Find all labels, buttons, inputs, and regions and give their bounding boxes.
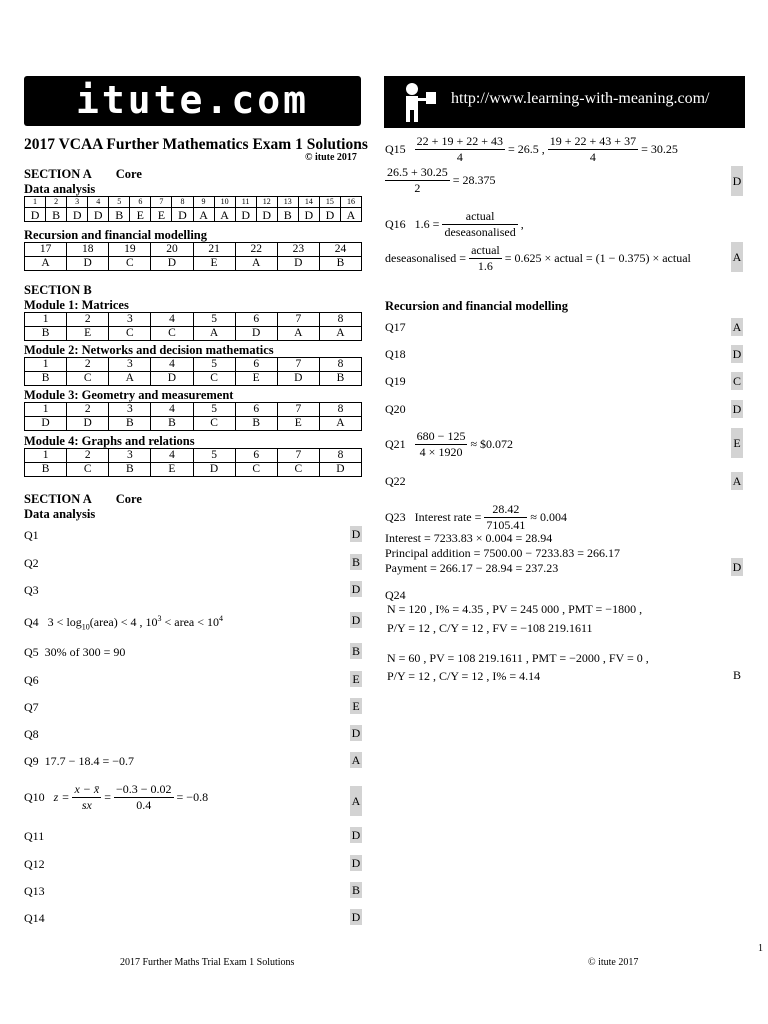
- q4-text-3: < area < 10: [161, 615, 220, 629]
- cell: 8: [319, 313, 361, 327]
- solutions-rfm-heading: Recursion and financial modelling: [385, 299, 569, 313]
- numerator: 22 + 19 + 22 + 43: [416, 134, 503, 148]
- q16-fraction-2: [469, 243, 502, 274]
- q7-answer: E: [350, 698, 362, 714]
- cell: D: [25, 417, 67, 431]
- cell: 17: [25, 243, 67, 257]
- q4-exp-2: 4: [219, 614, 224, 623]
- cell: 6: [235, 449, 277, 463]
- denominator: sx: [81, 798, 92, 812]
- cell: E: [193, 257, 235, 271]
- cell: E: [277, 417, 319, 431]
- cell: E: [235, 372, 277, 386]
- q4-text-2: (area) < 4 , 10: [89, 615, 158, 629]
- q15-label: Q15: [385, 142, 406, 156]
- denominator: 0.4: [136, 798, 152, 812]
- cell: 3: [109, 313, 151, 327]
- cell: B: [109, 463, 151, 477]
- cell: 12: [256, 197, 277, 208]
- q23-label: Q23: [385, 510, 406, 524]
- q8-answer: D: [351, 726, 361, 740]
- cell: D: [25, 208, 46, 222]
- denominator: 4 × 1920: [419, 445, 463, 459]
- rfm-answer-table: [24, 242, 362, 271]
- cell: B: [277, 208, 298, 222]
- cell: 3: [109, 403, 151, 417]
- q4-answer: D: [351, 613, 361, 627]
- cell: 11: [235, 197, 256, 208]
- cell: 8: [319, 358, 361, 372]
- module-3-answer-table: [24, 402, 362, 431]
- cell: D: [277, 372, 319, 386]
- cell: D: [235, 327, 277, 341]
- cell: 3: [109, 358, 151, 372]
- q6-label: Q6: [24, 673, 39, 687]
- q15-solution: [385, 134, 678, 165]
- cell: E: [67, 327, 109, 341]
- cell: A: [340, 208, 361, 222]
- page-number: 1: [758, 943, 763, 954]
- q15-fraction-2: [548, 134, 638, 165]
- cell: B: [319, 372, 361, 386]
- cell: A: [277, 327, 319, 341]
- module-1-answer-table: [24, 312, 362, 341]
- q23-line-3: Payment = 266.17 − 28.94 = 237.23: [385, 561, 559, 575]
- cell: 6: [235, 403, 277, 417]
- cell: 2: [67, 449, 109, 463]
- cell: E: [130, 208, 151, 222]
- denominator: 4: [456, 150, 463, 164]
- cell: A: [235, 257, 277, 271]
- cell: 2: [67, 313, 109, 327]
- q15-result-1: = 26.5 ,: [507, 142, 545, 156]
- module-3-heading: Module 3: Geometry and measurement: [24, 388, 234, 402]
- cell: 1: [25, 403, 67, 417]
- logo-text: itute.com: [76, 78, 309, 122]
- cell: B: [25, 372, 67, 386]
- q3-label: Q3: [24, 583, 39, 597]
- q2-answer: B: [351, 555, 360, 569]
- q16-solution: [385, 209, 524, 240]
- cell: 14: [298, 197, 319, 208]
- cell: 5: [193, 358, 235, 372]
- q19-label: Q19: [385, 374, 406, 388]
- q8-label: Q8: [24, 727, 39, 741]
- cell: D: [172, 208, 193, 222]
- q21-label: Q21: [385, 437, 406, 451]
- cell: 1: [25, 358, 67, 372]
- cell: 7: [277, 403, 319, 417]
- q13-label: Q13: [24, 884, 45, 898]
- q5-label: Q5: [24, 645, 39, 659]
- table-row-numbers: [25, 449, 362, 463]
- q21-fraction: [415, 429, 468, 460]
- cell: 4: [151, 358, 193, 372]
- cell: B: [319, 257, 361, 271]
- cell: D: [277, 257, 319, 271]
- cell: 7: [277, 313, 319, 327]
- q21-solution: [385, 429, 513, 460]
- cell: 5: [109, 197, 130, 208]
- cell: D: [151, 257, 193, 271]
- numerator: 680 − 125: [416, 429, 466, 443]
- cell: D: [67, 208, 88, 222]
- website-url[interactable]: http://www.learning-with-meaning.com/: [451, 90, 710, 107]
- cell: 3: [67, 197, 88, 208]
- cell: E: [151, 463, 193, 477]
- denominator: 2: [414, 181, 421, 195]
- table-row-numbers: [25, 313, 362, 327]
- q14-label: Q14: [24, 911, 45, 925]
- cell: 4: [151, 313, 193, 327]
- cell: 8: [319, 403, 361, 417]
- page-title: 2017 VCAA Further Mathematics Exam 1 Solutions: [24, 136, 368, 153]
- q24-answer: B: [732, 668, 741, 682]
- section-a-heading: SECTION A Core: [24, 167, 142, 181]
- cell: 19: [109, 243, 151, 257]
- q10-answer: A: [350, 786, 362, 816]
- cell: B: [46, 208, 67, 222]
- numerator: actual: [471, 243, 500, 257]
- cell: 15: [319, 197, 340, 208]
- q11-label: Q11: [24, 829, 45, 843]
- cell: 2: [67, 358, 109, 372]
- data-analysis-answer-table: [24, 196, 362, 222]
- q16-comma: ,: [520, 217, 524, 231]
- module-4-answer-table: [24, 448, 362, 477]
- q16-result: = 0.625 × actual = (1 − 0.375) × actual: [504, 251, 691, 265]
- q23-result: ≈ 0.004: [530, 510, 567, 524]
- q4-label: Q4: [24, 615, 39, 629]
- rfm-heading: Recursion and financial modelling: [24, 228, 208, 242]
- module-2-answer-table: [24, 357, 362, 386]
- cell: C: [235, 463, 277, 477]
- q12-answer: D: [351, 856, 361, 870]
- q3-answer: D: [351, 582, 361, 596]
- cell: 18: [67, 243, 109, 257]
- q10-z: z =: [53, 790, 70, 804]
- cell: 9: [193, 197, 214, 208]
- cell: A: [193, 327, 235, 341]
- q13-answer: B: [351, 883, 360, 897]
- cell: D: [235, 208, 256, 222]
- cell: 6: [130, 197, 151, 208]
- numerator: 19 + 22 + 43 + 37: [549, 134, 637, 148]
- cell: D: [67, 257, 109, 271]
- q11-answer: D: [351, 828, 361, 842]
- cell: 23: [277, 243, 319, 257]
- cell: A: [109, 372, 151, 386]
- q14-answer: D: [351, 910, 361, 924]
- q23-line-2: Principal addition = 7500.00 − 7233.83 = 266.17: [385, 546, 620, 560]
- cell: 2: [67, 403, 109, 417]
- cell: B: [109, 417, 151, 431]
- denominator: 1.6: [477, 259, 493, 273]
- q15-result-3: = 28.375: [452, 173, 496, 187]
- q23-lhs: Interest rate =: [414, 510, 482, 524]
- q15-answer: D: [731, 166, 743, 196]
- q5-answer: B: [351, 644, 360, 658]
- q18-label: Q18: [385, 347, 406, 361]
- footer-right: © itute 2017: [588, 957, 639, 968]
- q10-label: Q10: [24, 790, 45, 804]
- cell: B: [109, 208, 130, 222]
- q10-solution: [24, 782, 208, 813]
- cell: B: [25, 463, 67, 477]
- cell: E: [151, 208, 172, 222]
- cell: C: [193, 372, 235, 386]
- q24-line-1: N = 120 , I% = 4.35 , PV = 245 000 , PMT = −1800 ,: [387, 602, 643, 616]
- cell: C: [151, 327, 193, 341]
- copyright: © itute 2017: [305, 152, 357, 163]
- numerator: −0.3 − 0.02: [115, 782, 172, 796]
- person-icon: [398, 80, 442, 124]
- cell: D: [67, 417, 109, 431]
- cell: A: [193, 208, 214, 222]
- table-row-answers: [25, 327, 362, 341]
- solutions-data-analysis-heading: Data analysis: [24, 507, 96, 521]
- q24-label: Q24: [385, 588, 406, 602]
- cell: 7: [277, 358, 319, 372]
- q15-result-2: = 30.25: [641, 142, 678, 156]
- q10-result: = −0.8: [176, 790, 209, 804]
- q15-fraction-3: [385, 165, 450, 196]
- q4-exp-1: 3: [157, 614, 162, 623]
- q16-fraction-1: [442, 209, 517, 240]
- solutions-section-a-heading: SECTION A Core: [24, 492, 142, 506]
- cell: C: [67, 463, 109, 477]
- q24-line-3: N = 60 , PV = 108 219.1611 , PMT = −2000 , FV = 0 ,: [387, 651, 649, 665]
- cell: 21: [193, 243, 235, 257]
- cell: 2: [46, 197, 67, 208]
- q9-label: Q9: [24, 754, 39, 768]
- table-row-numbers: [25, 358, 362, 372]
- q17-answer: A: [732, 320, 742, 334]
- cell: D: [319, 208, 340, 222]
- cell: D: [298, 208, 319, 222]
- cell: 16: [340, 197, 361, 208]
- cell: A: [319, 327, 361, 341]
- q19-answer: C: [732, 374, 741, 388]
- q7-label: Q7: [24, 700, 39, 714]
- q23-line-1: Interest = 7233.83 × 0.004 = 28.94: [385, 531, 553, 545]
- cell: 24: [319, 243, 361, 257]
- q20-answer: D: [732, 402, 742, 416]
- cell: D: [319, 463, 361, 477]
- q12-label: Q12: [24, 857, 45, 871]
- numerator: x − x̄: [74, 782, 100, 796]
- q16-lhs-1: 1.6 =: [414, 217, 440, 231]
- q1-label: Q1: [24, 528, 39, 542]
- itute-logo: [24, 76, 361, 126]
- table-row-numbers: [25, 197, 362, 208]
- q23-solution: [385, 502, 567, 533]
- q21-result: ≈ $0.072: [470, 437, 514, 451]
- denominator: 4: [589, 150, 596, 164]
- cell: 5: [193, 403, 235, 417]
- q10-equals: =: [104, 790, 111, 804]
- table-row-answers: [25, 463, 362, 477]
- q17-label: Q17: [385, 320, 406, 334]
- q4-log-base: 10: [81, 622, 90, 632]
- cell: D: [256, 208, 277, 222]
- denominator: 7105.41: [486, 518, 526, 532]
- q9-working: 17.7 − 18.4 = −0.7: [44, 754, 134, 768]
- cell: 5: [193, 449, 235, 463]
- section-b-heading: SECTION B: [24, 283, 92, 297]
- data-analysis-heading: Data analysis: [24, 182, 96, 196]
- q16-label: Q16: [385, 217, 406, 231]
- cell: A: [319, 417, 361, 431]
- cell: D: [151, 372, 193, 386]
- cell: C: [109, 327, 151, 341]
- cell: 7: [277, 449, 319, 463]
- q4-solution: [24, 614, 223, 631]
- numerator: 26.5 + 30.25: [387, 165, 448, 179]
- q9-solution: [24, 754, 134, 769]
- cell: 20: [151, 243, 193, 257]
- cell: 10: [214, 197, 235, 208]
- q15-fraction-1: [415, 134, 505, 165]
- q22-label: Q22: [385, 474, 406, 488]
- footer-left: 2017 Further Maths Trial Exam 1 Solutions: [120, 957, 295, 968]
- cell: C: [67, 372, 109, 386]
- denominator: deseasonalised: [444, 225, 516, 239]
- module-1-heading: Module 1: Matrices: [24, 298, 129, 312]
- cell: 3: [109, 449, 151, 463]
- numerator: 28.42: [484, 502, 527, 518]
- numerator: actual: [442, 209, 517, 225]
- cell: 4: [151, 449, 193, 463]
- cell: 22: [235, 243, 277, 257]
- table-row-answers: [25, 208, 362, 222]
- table-row-answers: [25, 257, 362, 271]
- cell: D: [193, 463, 235, 477]
- table-row-answers: [25, 372, 362, 386]
- cell: B: [235, 417, 277, 431]
- q22-answer: A: [732, 474, 742, 488]
- cell: C: [109, 257, 151, 271]
- q15-solution-line-2: [385, 165, 496, 196]
- cell: A: [214, 208, 235, 222]
- banner: [384, 76, 745, 128]
- module-2-heading: Module 2: Networks and decision mathematics: [24, 343, 274, 357]
- cell: 7: [151, 197, 172, 208]
- q23-answer: D: [732, 560, 742, 574]
- cell: 1: [25, 313, 67, 327]
- q10-fraction-2: [114, 782, 174, 813]
- q16-answer: A: [731, 242, 743, 272]
- q2-label: Q2: [24, 556, 39, 570]
- q16-solution-line-2: [385, 243, 691, 274]
- cell: B: [151, 417, 193, 431]
- cell: C: [277, 463, 319, 477]
- table-row-answers: [25, 417, 362, 431]
- table-row-numbers: [25, 243, 362, 257]
- q16-lhs-2: deseasonalised =: [385, 251, 467, 265]
- cell: 5: [193, 313, 235, 327]
- q4-text-1: 3 < log: [47, 615, 82, 629]
- q21-answer: E: [731, 428, 743, 458]
- q10-fraction-1: [72, 782, 101, 813]
- table-row-numbers: [25, 403, 362, 417]
- q6-answer: E: [350, 671, 362, 687]
- cell: 13: [277, 197, 298, 208]
- cell: 4: [88, 197, 109, 208]
- q23-fraction: [484, 502, 527, 533]
- module-4-heading: Module 4: Graphs and relations: [24, 434, 195, 448]
- cell: A: [25, 257, 67, 271]
- q9-answer: A: [351, 753, 361, 767]
- cell: 6: [235, 313, 277, 327]
- cell: D: [88, 208, 109, 222]
- q20-label: Q20: [385, 402, 406, 416]
- cell: 4: [151, 403, 193, 417]
- q24-line-4: P/Y = 12 , C/Y = 12 , I% = 4.14: [387, 669, 541, 683]
- cell: C: [193, 417, 235, 431]
- q1-answer: D: [351, 527, 361, 541]
- cell: 8: [172, 197, 193, 208]
- cell: 1: [25, 449, 67, 463]
- cell: 6: [235, 358, 277, 372]
- q18-answer: D: [732, 347, 742, 361]
- q5-solution: [24, 645, 125, 660]
- q24-line-2: P/Y = 12 , C/Y = 12 , FV = −108 219.1611: [387, 621, 593, 635]
- cell: 1: [25, 197, 46, 208]
- q5-working: 30% of 300 = 90: [44, 645, 126, 659]
- cell: 8: [319, 449, 361, 463]
- cell: B: [25, 327, 67, 341]
